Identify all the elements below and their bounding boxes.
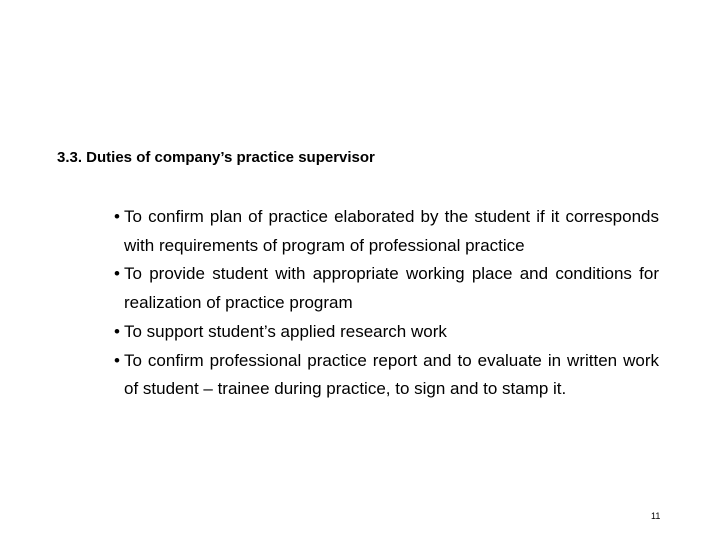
bullet-icon: • <box>114 350 120 370</box>
bullet-icon: • <box>114 321 120 341</box>
bullet-icon: • <box>114 207 120 226</box>
list-item <box>114 347 659 404</box>
duties-list <box>114 203 659 404</box>
list-item-text: To confirm plan of practice elaborated by the student if it corresponds with requirements of program of professional practice <box>124 207 659 255</box>
page-number: 11 <box>651 511 661 521</box>
list-item-text: To support student’s applied research work <box>124 321 447 341</box>
list-item-text: To confirm professional practice report and to evaluate in written work of student – trainee during practice, to sign and to stamp it. <box>124 350 659 399</box>
list-item <box>114 203 659 260</box>
list-item <box>114 260 659 317</box>
list-item-text: To provide student with appropriate working place and conditions for realization of practice program <box>124 264 659 313</box>
section-heading: 3.3. Duties of company’s practice supervisor <box>57 149 375 166</box>
bullet-icon: • <box>114 264 120 284</box>
list-item <box>114 318 659 347</box>
